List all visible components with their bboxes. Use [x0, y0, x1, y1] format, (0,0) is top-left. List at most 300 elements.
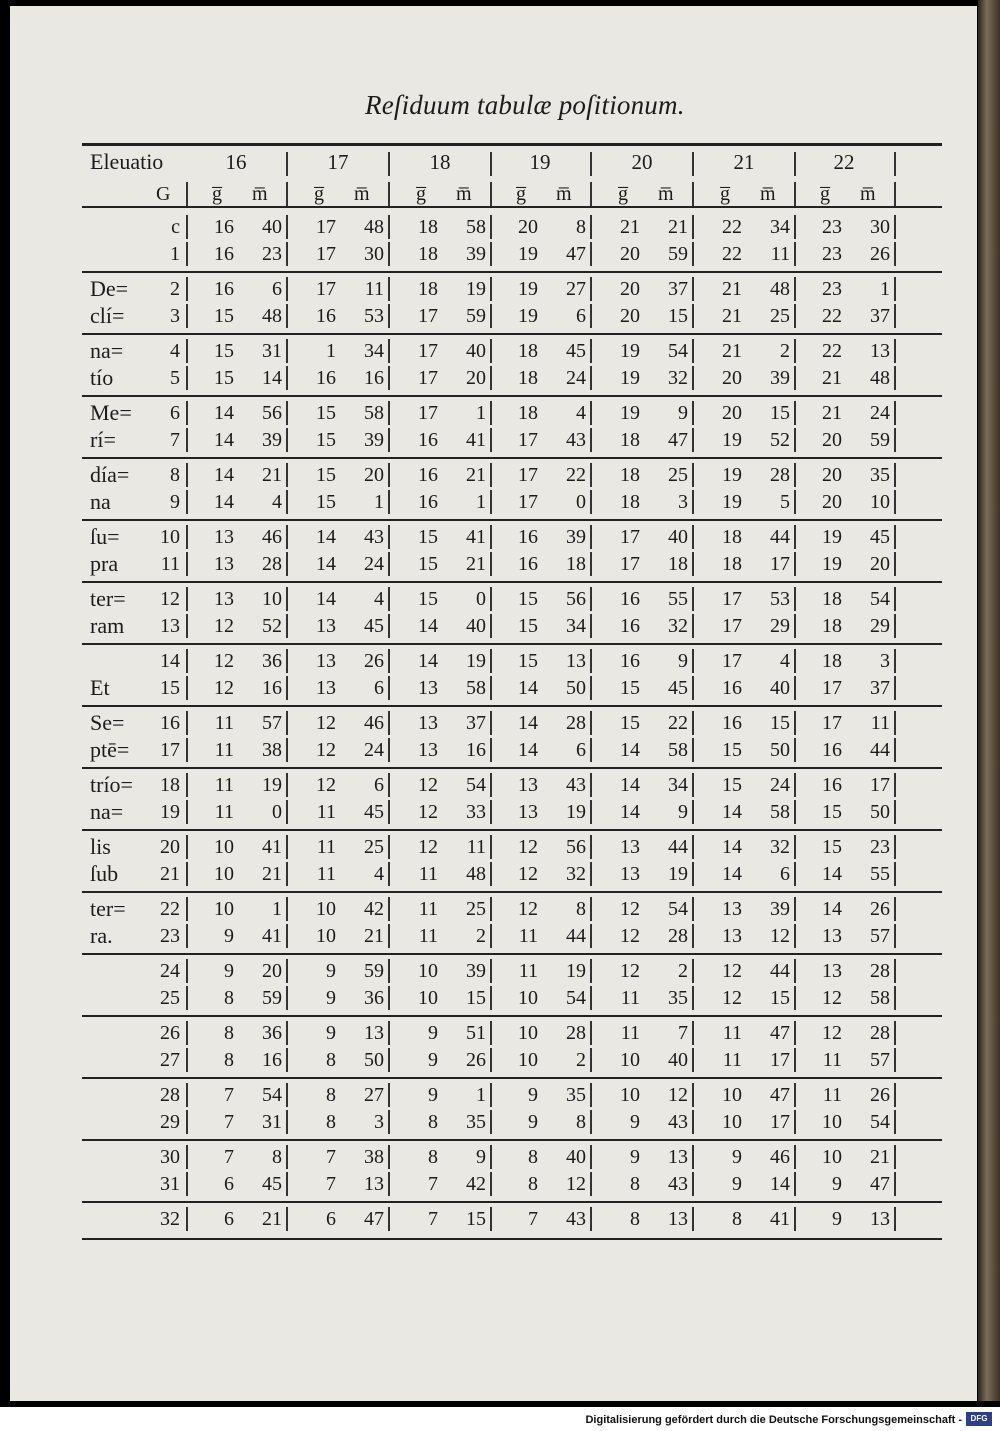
minute-value: 8: [576, 1111, 586, 1133]
degree-value: 16: [418, 464, 438, 486]
degree-value: 15: [822, 801, 842, 823]
cell-divider: [794, 1207, 796, 1231]
minute-value: 17: [770, 1111, 790, 1133]
minute-value: 25: [668, 464, 688, 486]
degree-value: 15: [518, 650, 538, 672]
cell-divider: [590, 277, 592, 301]
cell-divider: [490, 428, 492, 452]
cell-divider: [490, 711, 492, 735]
minute-value: 15: [668, 305, 688, 327]
row-g-15: 15: [160, 677, 180, 699]
cell-divider: [590, 366, 592, 390]
minute-value: 58: [870, 987, 890, 1009]
degree-value: 16: [518, 526, 538, 548]
degree-value: 6: [326, 1208, 336, 1230]
degree-value: 14: [418, 650, 438, 672]
cell-divider: [286, 1172, 288, 1196]
cell-divider: [186, 649, 188, 673]
cell-divider: [590, 649, 592, 673]
cell-divider: [894, 242, 896, 266]
degree-value: 23: [822, 243, 842, 265]
cell-divider: [388, 552, 390, 576]
minute-value: 12: [566, 1173, 586, 1195]
row-g-3: 3: [170, 305, 180, 327]
degree-value: 14: [620, 801, 640, 823]
cell-divider: [286, 401, 288, 425]
minute-value: 53: [770, 588, 790, 610]
elevation-label: Eleuatio: [90, 149, 164, 174]
cell-divider: [894, 1048, 896, 1072]
minute-value: 28: [566, 712, 586, 734]
degree-value: 11: [214, 774, 234, 796]
page-title: Reſiduum tabulæ poſitionum.: [365, 90, 685, 120]
minute-value: 15: [770, 712, 790, 734]
cell-divider: [286, 587, 288, 611]
cell-divider: [894, 428, 896, 452]
cell-divider: [186, 773, 188, 797]
cell-divider: [388, 614, 390, 638]
degree-value: 14: [722, 836, 742, 858]
minute-value: 47: [668, 429, 688, 451]
minute-value: 4: [374, 863, 384, 885]
minute-value: 16: [364, 367, 384, 389]
degree-value: 17: [418, 340, 438, 362]
degree-value: 13: [620, 863, 640, 885]
minute-value: 45: [668, 677, 688, 699]
subheader-divider: [286, 182, 288, 206]
minute-value: 29: [770, 615, 790, 637]
degree-value: 14: [620, 774, 640, 796]
minute-value: 21: [466, 464, 486, 486]
cell-divider: [794, 215, 796, 239]
degree-value: 15: [620, 677, 640, 699]
cell-divider: [286, 711, 288, 735]
cell-divider: [490, 339, 492, 363]
minute-value: 42: [466, 1173, 486, 1195]
degree-value: 12: [620, 960, 640, 982]
cell-divider: [490, 800, 492, 824]
cell-divider: [186, 490, 188, 514]
cell-divider: [692, 897, 694, 921]
degree-value: 17: [518, 429, 538, 451]
degree-value: 10: [722, 1111, 742, 1133]
minute-value: 9: [678, 801, 688, 823]
degree-value: 18: [418, 216, 438, 238]
dfg-logo: DFG: [966, 1412, 992, 1426]
minute-value: 44: [770, 526, 790, 548]
degree-value: 12: [214, 677, 234, 699]
cell-divider: [490, 463, 492, 487]
minute-value: 6: [780, 863, 790, 885]
cell-divider: [590, 1021, 592, 1045]
degree-value: 8: [326, 1084, 336, 1106]
degree-value: 9: [326, 960, 336, 982]
cell-divider: [794, 401, 796, 425]
row-group-rule: [82, 705, 942, 707]
cell-divider: [490, 587, 492, 611]
degree-value: 12: [316, 712, 336, 734]
minute-value: 1: [476, 1084, 486, 1106]
cell-divider: [590, 215, 592, 239]
minute-value: 54: [668, 898, 688, 920]
minute-value: 27: [364, 1084, 384, 1106]
row-group-rule: [82, 829, 942, 831]
degree-value: 12: [418, 774, 438, 796]
minute-value: 35: [870, 464, 890, 486]
degree-value: 7: [428, 1173, 438, 1195]
cell-divider: [388, 711, 390, 735]
degree-value: 12: [722, 987, 742, 1009]
footer-bar: [0, 1407, 1000, 1431]
degree-value: 21: [822, 367, 842, 389]
degree-value: 20: [722, 402, 742, 424]
minute-value: 28: [668, 925, 688, 947]
cell-divider: [794, 1145, 796, 1169]
degree-value: 8: [528, 1173, 538, 1195]
cell-divider: [186, 339, 188, 363]
side-label: na=: [90, 338, 124, 363]
cell-divider: [388, 897, 390, 921]
cell-divider: [894, 649, 896, 673]
minute-value: 24: [364, 553, 384, 575]
cell-divider: [286, 428, 288, 452]
cell-divider: [186, 738, 188, 762]
degree-value: 18: [822, 615, 842, 637]
degree-value: 7: [224, 1111, 234, 1133]
degree-value: 19: [620, 402, 640, 424]
row-g-31: 31: [160, 1173, 180, 1195]
cell-divider: [692, 773, 694, 797]
degree-value: 9: [224, 925, 234, 947]
cell-divider: [794, 1083, 796, 1107]
cell-divider: [794, 1172, 796, 1196]
cell-divider: [590, 242, 592, 266]
cell-divider: [490, 1172, 492, 1196]
cell-divider: [186, 1048, 188, 1072]
degree-value: 9: [832, 1208, 842, 1230]
minute-value: 11: [770, 243, 790, 265]
cell-divider: [692, 339, 694, 363]
minute-value: 50: [870, 801, 890, 823]
row-g-27: 27: [160, 1049, 180, 1071]
cell-divider: [692, 428, 694, 452]
minute-value: 5: [780, 491, 790, 513]
minute-value: 21: [364, 925, 384, 947]
cell-divider: [692, 835, 694, 859]
degree-value: 19: [518, 243, 538, 265]
minute-value: 13: [870, 340, 890, 362]
degree-value: 14: [316, 553, 336, 575]
table-bottom-rule: [82, 1238, 942, 1240]
degree-value: 8: [528, 1146, 538, 1168]
cell-divider: [286, 862, 288, 886]
minute-value: 26: [870, 243, 890, 265]
minute-value: 12: [668, 1084, 688, 1106]
cell-divider: [388, 800, 390, 824]
cell-divider: [692, 1021, 694, 1045]
minute-value: 16: [466, 739, 486, 761]
degree-label: g̅: [314, 183, 324, 205]
minute-value: 6: [576, 739, 586, 761]
row-group-rule: [82, 271, 942, 273]
degree-value: 13: [214, 553, 234, 575]
minute-value: 44: [668, 836, 688, 858]
cell-divider: [490, 242, 492, 266]
minute-value: 41: [262, 925, 282, 947]
minute-value: 35: [566, 1084, 586, 1106]
degree-value: 21: [620, 216, 640, 238]
minute-value: 46: [770, 1146, 790, 1168]
cell-divider: [894, 277, 896, 301]
cell-divider: [286, 738, 288, 762]
minute-value: 41: [770, 1208, 790, 1230]
degree-value: 14: [620, 739, 640, 761]
minute-value: 50: [364, 1049, 384, 1071]
header-divider: [490, 152, 492, 176]
cell-divider: [590, 897, 592, 921]
cell-divider: [794, 959, 796, 983]
degree-value: 15: [316, 402, 336, 424]
minute-value: 19: [566, 801, 586, 823]
side-label: ter=: [90, 586, 126, 611]
cell-divider: [186, 587, 188, 611]
minute-value: 48: [262, 305, 282, 327]
minute-value: 20: [262, 960, 282, 982]
degree-value: 19: [722, 464, 742, 486]
row-group-rule: [82, 333, 942, 335]
degree-value: 16: [722, 712, 742, 734]
cell-divider: [490, 738, 492, 762]
minute-value: 43: [668, 1111, 688, 1133]
degree-value: 23: [822, 216, 842, 238]
cell-divider: [692, 463, 694, 487]
degree-value: 16: [418, 491, 438, 513]
minute-value: 39: [466, 960, 486, 982]
minute-value: 1: [272, 898, 282, 920]
cell-divider: [894, 1110, 896, 1134]
cell-divider: [186, 366, 188, 390]
degree-value: 15: [316, 491, 336, 513]
side-label: Et: [90, 675, 110, 700]
cell-divider: [590, 1083, 592, 1107]
minute-value: 54: [566, 987, 586, 1009]
cell-divider: [894, 587, 896, 611]
cell-divider: [894, 1207, 896, 1231]
degree-value: 14: [722, 863, 742, 885]
minute-value: 57: [870, 1049, 890, 1071]
cell-divider: [794, 552, 796, 576]
degree-value: 8: [732, 1208, 742, 1230]
minute-value: 59: [870, 429, 890, 451]
cell-divider: [590, 614, 592, 638]
cell-divider: [590, 959, 592, 983]
row-g-5: 5: [170, 367, 180, 389]
elevation-17: 17: [327, 150, 349, 174]
degree-value: 8: [630, 1208, 640, 1230]
minute-value: 21: [262, 1208, 282, 1230]
minute-value: 46: [364, 712, 384, 734]
minute-value: 20: [364, 464, 384, 486]
minute-value: 31: [262, 340, 282, 362]
header-bottom-rule: [82, 206, 942, 208]
minute-value: 56: [262, 402, 282, 424]
minute-value: 19: [262, 774, 282, 796]
cell-divider: [286, 242, 288, 266]
minute-value: 8: [272, 1146, 282, 1168]
cell-divider: [894, 676, 896, 700]
cell-divider: [286, 1207, 288, 1231]
row-g-20: 20: [160, 836, 180, 858]
minute-value: 15: [770, 402, 790, 424]
header-top-rule: [82, 143, 942, 146]
cell-divider: [590, 525, 592, 549]
degree-value: 12: [722, 960, 742, 982]
degree-value: 10: [620, 1084, 640, 1106]
degree-value: 11: [518, 925, 538, 947]
header-divider: [794, 152, 796, 176]
side-label: na=: [90, 799, 124, 824]
degree-value: 12: [418, 801, 438, 823]
cell-divider: [590, 463, 592, 487]
minute-value: 14: [770, 1173, 790, 1195]
degree-value: 17: [418, 367, 438, 389]
cell-divider: [186, 552, 188, 576]
degree-value: 16: [620, 615, 640, 637]
row-label-g: G: [156, 183, 171, 205]
degree-value: 13: [418, 712, 438, 734]
degree-value: 11: [316, 863, 336, 885]
cell-divider: [490, 1021, 492, 1045]
minute-value: 55: [668, 588, 688, 610]
cell-divider: [286, 1145, 288, 1169]
minute-value: 45: [364, 801, 384, 823]
row-group-rule: [82, 457, 942, 459]
minute-value: 54: [262, 1084, 282, 1106]
minute-value: 1: [476, 491, 486, 513]
degree-value: 14: [518, 739, 538, 761]
minute-value: 22: [668, 712, 688, 734]
row-g-25: 25: [160, 987, 180, 1009]
cell-divider: [894, 1145, 896, 1169]
row-group-rule: [82, 519, 942, 521]
cell-divider: [894, 215, 896, 239]
cell-divider: [490, 525, 492, 549]
degree-value: 16: [518, 553, 538, 575]
row-g-28: 28: [160, 1084, 180, 1106]
side-label: pra: [90, 551, 119, 576]
row-group-rule: [82, 1077, 942, 1079]
row-g-19: 19: [160, 801, 180, 823]
minute-value: 2: [780, 340, 790, 362]
cell-divider: [794, 676, 796, 700]
cell-divider: [388, 1048, 390, 1072]
cell-divider: [186, 401, 188, 425]
page-edge: [978, 0, 1000, 1401]
cell-divider: [794, 738, 796, 762]
cell-divider: [794, 1048, 796, 1072]
minute-label: m̅: [760, 183, 776, 205]
cell-divider: [388, 676, 390, 700]
row-g-18: 18: [160, 774, 180, 796]
degree-value: 17: [418, 402, 438, 424]
cell-divider: [286, 277, 288, 301]
row-g-21: 21: [160, 863, 180, 885]
minute-value: 16: [262, 677, 282, 699]
degree-value: 16: [822, 739, 842, 761]
minute-value: 39: [770, 898, 790, 920]
cell-divider: [692, 277, 694, 301]
minute-value: 28: [870, 960, 890, 982]
cell-divider: [894, 401, 896, 425]
degree-value: 13: [316, 650, 336, 672]
degree-value: 10: [518, 987, 538, 1009]
cell-divider: [186, 1172, 188, 1196]
degree-value: 14: [214, 402, 234, 424]
degree-value: 17: [418, 305, 438, 327]
minute-value: 25: [466, 898, 486, 920]
elevation-20: 20: [631, 150, 653, 174]
degree-value: 18: [418, 278, 438, 300]
cell-divider: [692, 738, 694, 762]
degree-value: 17: [822, 677, 842, 699]
minute-value: 26: [870, 1084, 890, 1106]
degree-value: 15: [518, 588, 538, 610]
degree-value: 16: [722, 677, 742, 699]
row-g-29: 29: [160, 1111, 180, 1133]
cell-divider: [692, 1048, 694, 1072]
cell-divider: [894, 800, 896, 824]
cell-divider: [590, 401, 592, 425]
cell-divider: [894, 304, 896, 328]
minute-value: 7: [678, 1022, 688, 1044]
row-g-30: 30: [160, 1146, 180, 1168]
degree-label: g̅: [516, 183, 526, 205]
row-g-c: c: [171, 216, 180, 238]
degree-value: 10: [214, 898, 234, 920]
row-group-rule: [82, 1201, 942, 1203]
cell-divider: [186, 242, 188, 266]
cell-divider: [186, 862, 188, 886]
cell-divider: [388, 835, 390, 859]
cell-divider: [894, 924, 896, 948]
cell-divider: [490, 1145, 492, 1169]
cell-divider: [794, 1021, 796, 1045]
side-label: ram: [90, 613, 125, 638]
cell-divider: [490, 304, 492, 328]
cell-divider: [286, 676, 288, 700]
degree-value: 15: [316, 464, 336, 486]
minute-value: 50: [566, 677, 586, 699]
degree-value: 22: [722, 216, 742, 238]
header-divider: [590, 152, 592, 176]
row-group-rule: [82, 643, 942, 645]
degree-value: 9: [732, 1146, 742, 1168]
degree-value: 18: [822, 650, 842, 672]
side-label: lis: [90, 834, 111, 859]
cell-divider: [590, 552, 592, 576]
degree-value: 21: [722, 305, 742, 327]
degree-value: 9: [224, 960, 234, 982]
cell-divider: [388, 366, 390, 390]
degree-value: 9: [428, 1022, 438, 1044]
degree-value: 16: [620, 588, 640, 610]
elevation-22: 22: [833, 150, 855, 174]
cell-divider: [286, 649, 288, 673]
degree-value: 11: [418, 925, 438, 947]
degree-value: 13: [518, 774, 538, 796]
minute-value: 52: [770, 429, 790, 451]
side-label: rí=: [90, 427, 116, 452]
